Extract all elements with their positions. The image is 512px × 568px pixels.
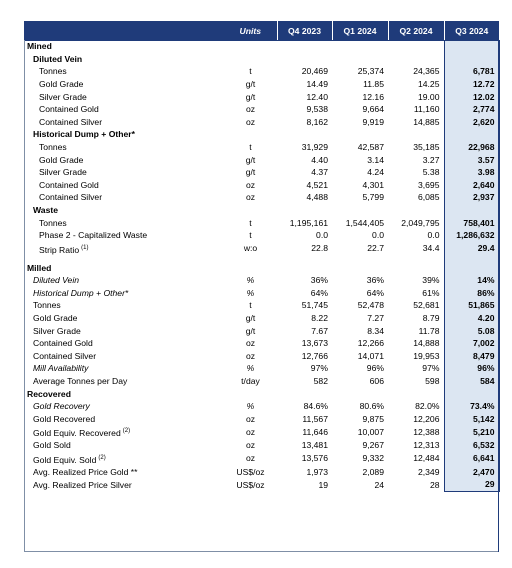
value-q2-2024 (388, 204, 444, 217)
row-label-cell (24, 362, 224, 375)
value-q1-2024 (332, 387, 388, 400)
value-q4-2023: 13,481 (301, 440, 328, 451)
row-unit: % (246, 275, 255, 286)
value-q4-2023: 64% (310, 287, 328, 298)
table-row (24, 387, 499, 400)
table-row (24, 141, 499, 154)
table-row (24, 465, 499, 478)
footnote-marker: (2) (122, 428, 131, 435)
value-q3-2024: 29 (444, 478, 499, 491)
row-label: Gold Grade (39, 154, 84, 165)
row-label-cell (24, 141, 224, 154)
row-label: Tonnes (33, 300, 61, 311)
row-unit: w:o (243, 243, 258, 254)
production-table-container (24, 21, 499, 492)
row-label: Gold Equiv. Recovered (33, 427, 121, 438)
value-q1-2024: 10,007 (357, 427, 384, 437)
table-row (24, 452, 499, 466)
value-q1-2024: 25,374 (357, 66, 384, 77)
value-q4-2023: 582 (313, 376, 328, 386)
row-label-cell (24, 191, 224, 204)
value-q4-2023 (277, 387, 332, 400)
row-unit: g/t (245, 91, 256, 102)
value-q4-2023: 4,521 (306, 179, 328, 190)
value-q4-2023 (277, 128, 332, 141)
value-q2-2024: 82.0% (415, 401, 440, 412)
table-row (24, 242, 499, 256)
row-unit: t (249, 230, 252, 241)
value-q1-2024 (332, 128, 388, 141)
row-label-cell (24, 452, 224, 466)
value-q3-2024: 73.4% (444, 400, 499, 413)
table-row (24, 229, 499, 242)
table-row (24, 90, 499, 103)
row-unit (224, 387, 277, 400)
row-label-cell (24, 274, 224, 287)
row-unit: oz (245, 427, 256, 437)
row-label: Contained Silver (39, 192, 103, 203)
row-unit: oz (245, 179, 256, 190)
value-q3-2024: 2,937 (444, 191, 499, 204)
value-q4-2023: 13,673 (301, 338, 328, 349)
row-unit: t (249, 300, 252, 311)
table-right-border (498, 40, 499, 552)
row-label: Mined (27, 41, 52, 52)
row-unit: oz (245, 440, 256, 451)
value-q2-2024 (388, 387, 444, 400)
row-label: Gold Recovered (33, 413, 96, 424)
header-q4-2023: Q4 2023 (277, 21, 332, 40)
value-q2-2024: 14.25 (417, 79, 440, 90)
value-q4-2023: 7.67 (311, 325, 328, 336)
value-q4-2023: 1,973 (306, 466, 328, 477)
table-row (24, 362, 499, 375)
value-q1-2024: 2,089 (362, 466, 384, 477)
row-label-cell (24, 337, 224, 350)
value-q3-2024: 8,479 (444, 350, 499, 363)
table-row (24, 412, 499, 425)
value-q2-2024: 97% (422, 363, 440, 374)
value-q4-2023: 97% (310, 363, 328, 374)
row-label: Historical Dump + Other* (33, 129, 135, 140)
row-label-cell (24, 229, 224, 242)
table-row (24, 425, 499, 439)
value-q3-2024: 29.4 (444, 242, 499, 256)
row-label: Tonnes (39, 142, 67, 153)
row-label-cell (24, 261, 224, 274)
footnote-marker: (1) (81, 244, 89, 251)
value-q3-2024 (444, 387, 499, 400)
value-q2-2024: 11,160 (413, 104, 440, 115)
row-label-cell (24, 400, 224, 413)
table-row (24, 53, 499, 66)
row-label: Tonnes (39, 217, 67, 228)
value-q2-2024: 28 (429, 479, 440, 490)
row-label: Contained Silver (33, 350, 97, 361)
header-q3-2024: Q3 2024 (444, 21, 499, 40)
table-row (24, 299, 499, 312)
table-row (24, 128, 499, 141)
value-q4-2023: 8,162 (306, 116, 328, 127)
row-unit: US$/oz (236, 466, 265, 477)
value-q4-2023 (277, 53, 332, 66)
row-unit: oz (245, 350, 256, 361)
value-q3-2024: 22,968 (444, 141, 499, 154)
value-q2-2024 (388, 128, 444, 141)
row-unit: g/t (245, 313, 256, 324)
value-q1-2024 (332, 204, 388, 217)
value-q1-2024: 1,544,405 (345, 217, 384, 228)
value-q4-2023: 8.22 (311, 313, 328, 324)
row-label-cell (24, 40, 224, 53)
row-unit: oz (245, 192, 256, 203)
value-q4-2023: 31,929 (301, 142, 328, 153)
row-unit (224, 128, 277, 141)
value-q3-2024: 758,401 (444, 216, 499, 229)
table-left-border (24, 40, 25, 552)
value-q1-2024: 36% (366, 275, 384, 286)
value-q3-2024: 51,865 (444, 299, 499, 312)
row-label: Historical Dump + Other* (33, 287, 129, 298)
table-row (24, 375, 499, 388)
row-unit: US$/oz (236, 479, 265, 490)
value-q4-2023: 0.0 (316, 230, 328, 241)
row-label: Contained Gold (39, 179, 99, 190)
row-label-cell (24, 128, 224, 141)
row-label: Contained Gold (33, 338, 93, 349)
value-q2-2024: 14,885 (413, 116, 440, 127)
row-label: Contained Silver (39, 116, 103, 127)
value-q2-2024: 11.78 (418, 325, 440, 336)
value-q4-2023: 9,538 (306, 104, 328, 115)
value-q2-2024: 14,888 (413, 338, 440, 349)
table-row (24, 350, 499, 363)
row-label-cell (24, 90, 224, 103)
value-q4-2023: 11,646 (302, 427, 328, 437)
row-label: Average Tonnes per Day (33, 376, 128, 386)
value-q2-2024: 6,085 (417, 192, 440, 203)
value-q3-2024: 86% (444, 287, 499, 300)
row-label-cell (24, 412, 224, 425)
row-unit: g/t (245, 79, 256, 90)
value-q1-2024: 24 (374, 479, 384, 490)
row-unit: t/day (241, 376, 260, 386)
row-label: Tonnes (39, 66, 67, 77)
row-label-cell (24, 287, 224, 300)
value-q2-2024: 61% (422, 287, 440, 298)
row-label-cell (24, 312, 224, 325)
value-q3-2024 (444, 128, 499, 141)
table-body (24, 40, 499, 491)
value-q3-2024: 12.72 (444, 78, 499, 91)
row-label-cell (24, 103, 224, 116)
row-label: Avg. Realized Price Silver (33, 479, 132, 490)
value-q3-2024: 3.98 (444, 166, 499, 179)
row-label: Gold Equiv. Sold (33, 454, 97, 465)
row-label-cell (24, 299, 224, 312)
value-q1-2024: 9,332 (362, 453, 384, 464)
row-unit: % (246, 401, 255, 412)
value-q1-2024: 3.14 (367, 154, 384, 165)
value-q3-2024: 5.08 (444, 324, 499, 337)
value-q4-2023: 36% (310, 275, 328, 286)
table-row (24, 116, 499, 129)
row-label: Waste (33, 205, 58, 216)
value-q1-2024: 0.0 (372, 230, 384, 241)
table-row (24, 103, 499, 116)
table-row (24, 439, 499, 452)
value-q3-2024: 1,286,632 (444, 229, 499, 242)
row-label: Gold Grade (33, 313, 78, 324)
value-q2-2024: 0.0 (427, 230, 440, 241)
row-label: Milled (27, 262, 52, 273)
value-q2-2024 (388, 53, 444, 66)
value-q2-2024: 12,388 (413, 427, 440, 437)
production-table (24, 21, 500, 492)
value-q2-2024: 2,049,795 (401, 217, 440, 228)
value-q3-2024: 2,470 (444, 465, 499, 478)
value-q4-2023: 22.8 (311, 243, 328, 254)
value-q3-2024: 584 (444, 375, 499, 388)
table-row (24, 65, 499, 78)
value-q1-2024: 9,919 (362, 116, 384, 127)
value-q1-2024 (332, 261, 388, 274)
table-bottom-border (24, 551, 499, 552)
value-q1-2024: 9,664 (362, 104, 384, 115)
value-q2-2024 (388, 261, 444, 274)
value-q1-2024: 64% (366, 287, 384, 298)
header-q2-2024: Q2 2024 (388, 21, 444, 40)
row-unit: t (249, 217, 252, 228)
value-q1-2024: 8.34 (367, 325, 384, 336)
row-unit: g/t (245, 325, 256, 336)
value-q1-2024: 7.27 (367, 313, 384, 324)
row-unit: oz (245, 116, 256, 127)
row-unit: t (249, 142, 252, 153)
value-q1-2024: 9,267 (362, 440, 384, 451)
value-q1-2024: 12,266 (357, 338, 384, 349)
row-unit (224, 261, 277, 274)
header-units: Units (224, 21, 277, 40)
table-row (24, 324, 499, 337)
value-q4-2023: 19 (318, 479, 328, 490)
value-q4-2023: 51,745 (301, 300, 328, 311)
row-label-cell (24, 478, 224, 491)
row-unit: oz (245, 413, 256, 424)
value-q2-2024: 2,349 (417, 466, 440, 477)
value-q1-2024: 9,875 (362, 413, 384, 424)
value-q3-2024 (444, 261, 499, 274)
value-q1-2024: 4.24 (367, 167, 384, 178)
value-q2-2024: 3.27 (422, 154, 440, 165)
value-q2-2024: 34.4 (422, 243, 440, 254)
value-q3-2024: 2,774 (444, 103, 499, 116)
row-label: Diluted Vein (33, 53, 83, 64)
value-q3-2024: 2,640 (444, 179, 499, 192)
value-q3-2024: 7,002 (444, 337, 499, 350)
value-q2-2024: 12,206 (413, 413, 440, 424)
row-label-cell (24, 425, 224, 439)
value-q1-2024 (332, 53, 388, 66)
row-unit: g/t (245, 167, 256, 178)
value-q2-2024 (388, 40, 444, 53)
row-label-cell (24, 375, 224, 388)
value-q2-2024: 3,695 (417, 179, 440, 190)
row-label-cell (24, 204, 224, 217)
table-row (24, 78, 499, 91)
row-label: Gold Grade (39, 79, 84, 90)
row-label-cell (24, 387, 224, 400)
table-row (24, 478, 499, 491)
row-label-cell (24, 324, 224, 337)
value-q3-2024 (444, 204, 499, 217)
row-unit: % (246, 287, 255, 298)
header-blank (24, 21, 224, 40)
value-q3-2024: 5,142 (444, 412, 499, 425)
row-unit (224, 40, 277, 53)
row-unit: oz (245, 338, 256, 349)
value-q2-2024: 598 (425, 376, 440, 386)
value-q3-2024 (444, 53, 499, 66)
table-row (24, 166, 499, 179)
row-label-cell (24, 439, 224, 452)
value-q2-2024: 52,681 (413, 300, 440, 311)
value-q1-2024: 4,301 (362, 179, 384, 190)
table-row (24, 261, 499, 274)
value-q4-2023: 20,469 (301, 66, 328, 77)
row-label-cell (24, 53, 224, 66)
row-label: Contained Gold (39, 104, 99, 115)
value-q4-2023: 11,567 (302, 413, 328, 424)
value-q2-2024: 19.00 (417, 91, 440, 102)
row-label-cell (24, 465, 224, 478)
value-q3-2024: 96% (444, 362, 499, 375)
value-q4-2023: 4,488 (306, 192, 328, 203)
row-label: Diluted Vein (33, 275, 80, 286)
value-q1-2024: 5,799 (362, 192, 384, 203)
value-q4-2023: 4.40 (311, 154, 328, 165)
row-unit: g/t (245, 154, 256, 165)
table-row (24, 400, 499, 413)
table-row (24, 312, 499, 325)
value-q1-2024: 11.85 (363, 79, 384, 90)
table-row (24, 191, 499, 204)
row-label-cell (24, 153, 224, 166)
value-q3-2024: 6,641 (444, 452, 499, 466)
row-unit (224, 53, 277, 66)
value-q3-2024: 12.02 (444, 90, 499, 103)
table-top-rule (24, 40, 499, 41)
row-label-cell (24, 78, 224, 91)
value-q4-2023: 4.37 (311, 167, 328, 178)
value-q4-2023: 13,576 (301, 453, 328, 464)
value-q1-2024: 14,071 (357, 350, 384, 361)
value-q4-2023: 14.49 (306, 79, 328, 90)
row-label: Mill Availability (33, 363, 89, 374)
value-q2-2024: 12,484 (413, 453, 440, 464)
value-q1-2024: 52,478 (357, 300, 384, 311)
row-label: Avg. Realized Price Gold ** (33, 466, 138, 477)
value-q2-2024: 19,953 (413, 350, 440, 361)
row-unit: oz (245, 104, 256, 115)
row-label: Phase 2 - Capitalized Waste (39, 230, 148, 241)
value-q3-2024: 6,781 (444, 65, 499, 78)
value-q2-2024: 35,185 (413, 142, 440, 153)
value-q4-2023: 12.40 (306, 91, 328, 102)
value-q3-2024: 14% (444, 274, 499, 287)
value-q1-2024: 96% (366, 363, 384, 374)
table-row (24, 337, 499, 350)
value-q4-2023: 12,766 (301, 350, 328, 361)
row-label-cell (24, 179, 224, 192)
row-label: Silver Grade (39, 91, 87, 102)
row-label: Strip Ratio (39, 244, 80, 255)
table-row (24, 40, 499, 53)
value-q3-2024: 2,620 (444, 116, 499, 129)
value-q1-2024: 42,587 (357, 142, 384, 153)
value-q1-2024: 12.16 (362, 91, 384, 102)
row-label-cell (24, 65, 224, 78)
value-q1-2024: 606 (369, 376, 384, 386)
row-label-cell (24, 166, 224, 179)
value-q1-2024: 80.6% (359, 401, 384, 412)
row-label-cell (24, 350, 224, 363)
value-q4-2023 (277, 40, 332, 53)
row-label: Gold Sold (33, 440, 71, 451)
row-unit: t (249, 66, 252, 77)
value-q4-2023: 84.6% (303, 401, 328, 412)
value-q3-2024: 3.57 (444, 153, 499, 166)
row-unit (224, 204, 277, 217)
row-label: Silver Grade (39, 167, 87, 178)
value-q2-2024: 8.79 (422, 313, 440, 324)
table-row (24, 287, 499, 300)
header-q1-2024: Q1 2024 (332, 21, 388, 40)
value-q3-2024: 5,210 (444, 425, 499, 439)
table-row (24, 153, 499, 166)
value-q3-2024 (444, 40, 499, 53)
value-q2-2024: 24,365 (413, 66, 440, 77)
row-unit: % (246, 363, 255, 374)
table-row (24, 204, 499, 217)
value-q1-2024: 22.7 (367, 243, 384, 254)
table-header-row (24, 21, 499, 40)
row-label-cell (24, 216, 224, 229)
row-label-cell (24, 242, 224, 256)
value-q4-2023: 1,195,161 (289, 217, 328, 228)
value-q4-2023 (277, 204, 332, 217)
value-q3-2024: 4.20 (444, 312, 499, 325)
value-q4-2023 (277, 261, 332, 274)
table-row (24, 179, 499, 192)
row-label-cell (24, 116, 224, 129)
row-label: Recovered (27, 388, 71, 399)
row-label: Gold Recovery (33, 401, 90, 412)
row-unit: oz (245, 453, 256, 464)
table-row (24, 216, 499, 229)
table-row (24, 274, 499, 287)
value-q1-2024 (332, 40, 388, 53)
value-q2-2024: 39% (422, 275, 440, 286)
value-q2-2024: 12,313 (413, 440, 440, 451)
value-q3-2024: 6,532 (444, 439, 499, 452)
value-q2-2024: 5.38 (422, 167, 440, 178)
row-label: Silver Grade (33, 325, 81, 336)
footnote-marker: (2) (98, 454, 106, 461)
